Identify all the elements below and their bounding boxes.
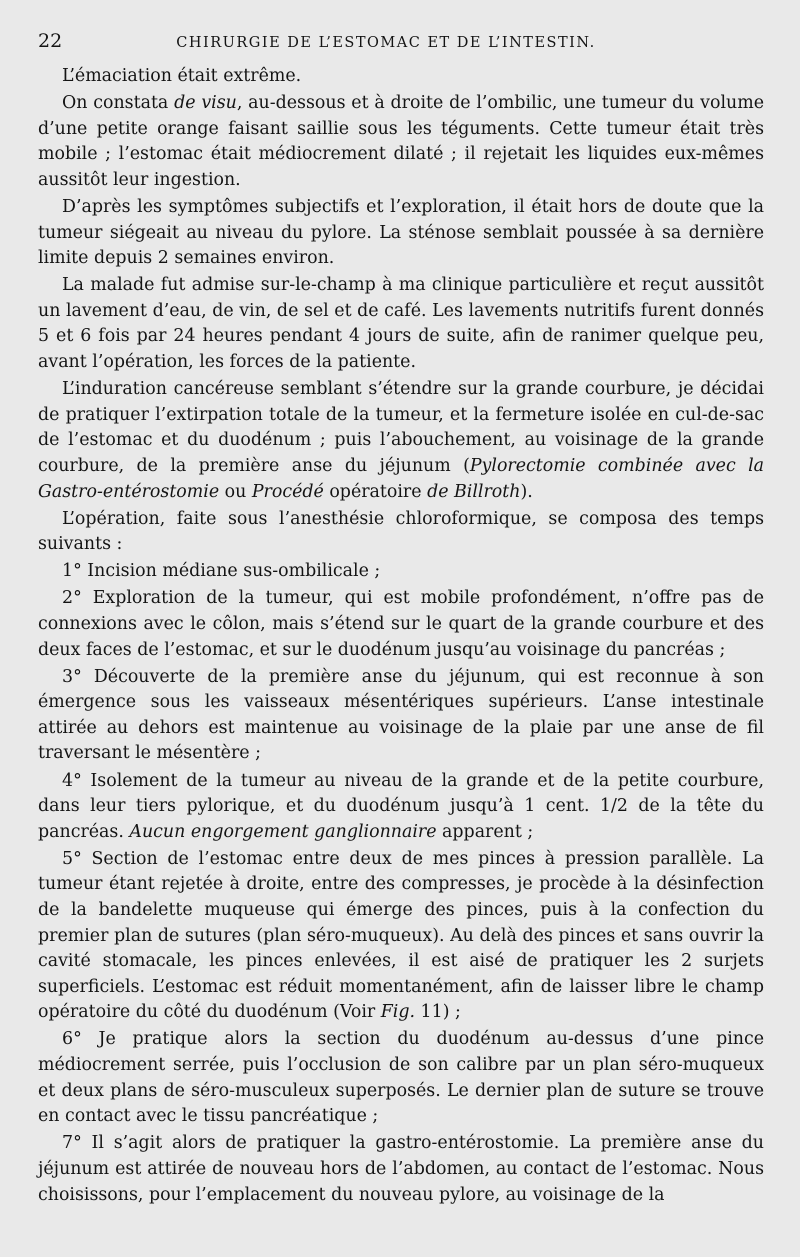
paragraph	[38, 847, 764, 1026]
paragraph	[38, 1027, 764, 1129]
text-run: 5° Section de l’estomac entre deux de mes pinces à pression parallèle. La tumeur étant rejetée à droite, entre des compresses, je procède à la désinfection de la bandelette muqueuse qui émerge des pinces, puis à la confection du premier plan de sutures (plan séro-muqueux). Au delà des pinces et sans ouvrir la cavité stomacale, les pinces enlevées, il est aisé de pratiquer les 2 surjets superficiels. L’estomac est réduit momentanément, afin de laisser libre le champ opératoire du côté du duodénum (Voir	[38, 848, 764, 1023]
text-run: 6° Je pratique alors la section du duodénum au-dessus d’une pince médiocrement serrée, puis l’occlusion de son calibre par un plan séro-muqueux et deux plans de séro-musculeux superposés. Le dernier plan de suture se trouve en contact avec le tissu pancréatique ;	[38, 1029, 764, 1127]
text-run: 3° Découverte de la première anse du jéjunum, qui est reconnue à son émergence sous les vaisseaux mésentériques supérieurs. L’anse intestinale attirée au dehors est maintenue au voisinage de la plaie par une anse de fil traversant le mésentère ;	[38, 666, 764, 764]
paragraph	[38, 1131, 764, 1208]
text-run: ou	[219, 481, 252, 502]
text-run: , au-dessous et à droite de l’ombilic, une tumeur du volume d’une petite orange faisant saillie sous les téguments. Cette tumeur était très mobile ; l’estomac était médiocrement dilaté ; il rejetait les liquides eux-mêmes aussitôt leur ingestion.	[38, 93, 765, 190]
text-run: D’après les symptômes subjectifs et l’exploration, il était hors de doute que la tumeur siégeait au niveau du pylore. La sténose semblait poussée à sa dernière limite depuis 2 semaines environ.	[38, 196, 764, 269]
italic-text: de Billroth	[427, 481, 521, 502]
text-run: opératoire	[323, 481, 428, 502]
text-run: 2° Exploration de la tumeur, qui est mobile profondément, n’offre pas de connexions avec le côlon, mais s’étend sur le quart de la grande courbure et des deux faces de l’estomac, et sur le duodénum jusqu’au voisinage du pancréas ;	[38, 588, 764, 660]
text-run: ).	[520, 481, 533, 502]
paragraph	[38, 559, 764, 585]
text-run: 7° Il s’agit alors de pratiquer la gastro-entérostomie. La première anse du jéjunum est attirée de nouveau hors de l’abdomen, au contact de l’estomac. Nous choisissons, pour l’emplacement du nouveau pylore, au voisinage de la	[38, 1133, 764, 1205]
paragraph	[38, 195, 764, 272]
paragraph	[38, 507, 764, 558]
text-run: 11) ;	[415, 1002, 461, 1023]
paragraph	[38, 64, 764, 90]
paragraph	[38, 377, 764, 505]
paragraph	[38, 586, 764, 663]
running-title: CHIRURGIE DE L’ESTOMAC ET DE L’INTESTIN.	[176, 35, 596, 51]
italic-text: Aucun engorgement ganglionnaire	[129, 821, 437, 842]
italic-text: Procédé	[251, 481, 324, 502]
text-run: L’induration cancéreuse semblant s’étendre sur la grande courbure, je décidai de pratiquer l’extirpation totale de la tumeur, et la fermeture isolée en cul-de-sac de l’estomac et du duodénum ; puis l’abouchement, au voisinage de la grande courbure, de la première anse du jéjunum (	[38, 379, 764, 476]
text-run: 1° Incision médiane sus-ombilicale ;	[62, 561, 381, 582]
page-header	[38, 30, 764, 64]
page-number: 22	[38, 30, 63, 52]
text-run: L’émaciation était extrême.	[62, 66, 302, 86]
text-run: apparent ;	[436, 821, 534, 842]
text-run: 4° Isolement de la tumeur au niveau de la grande et de la petite courbure, dans leur tiers pylorique, et du duodénum jusqu’à 1 cent. 1/2 de la tête du pancréas.	[38, 770, 764, 842]
paragraph	[38, 769, 764, 846]
paragraph	[38, 665, 764, 767]
body-text	[38, 64, 764, 1208]
italic-text: de visu	[174, 93, 237, 114]
italic-text: Pylorectomie combinée avec la Gastro-entérostomie	[38, 455, 764, 502]
italic-text: Fig.	[380, 1002, 416, 1023]
text-run: On constata	[62, 93, 175, 114]
paragraph	[38, 273, 764, 375]
paragraph	[38, 91, 764, 193]
text-run: L’opération, faite sous l’anesthésie chloroformique, se composa des temps suivants :	[38, 508, 764, 555]
text-run: La malade fut admise sur-le-champ à ma clinique particulière et reçut aussitôt un lavement d’eau, de vin, de sel et de café. Les lavements nutritifs furent donnés 5 et 6 fois par 24 heures pendant 4 jours de suite, afin de ranimer quelque peu, avant l’opération, les forces de la patiente.	[38, 275, 764, 373]
